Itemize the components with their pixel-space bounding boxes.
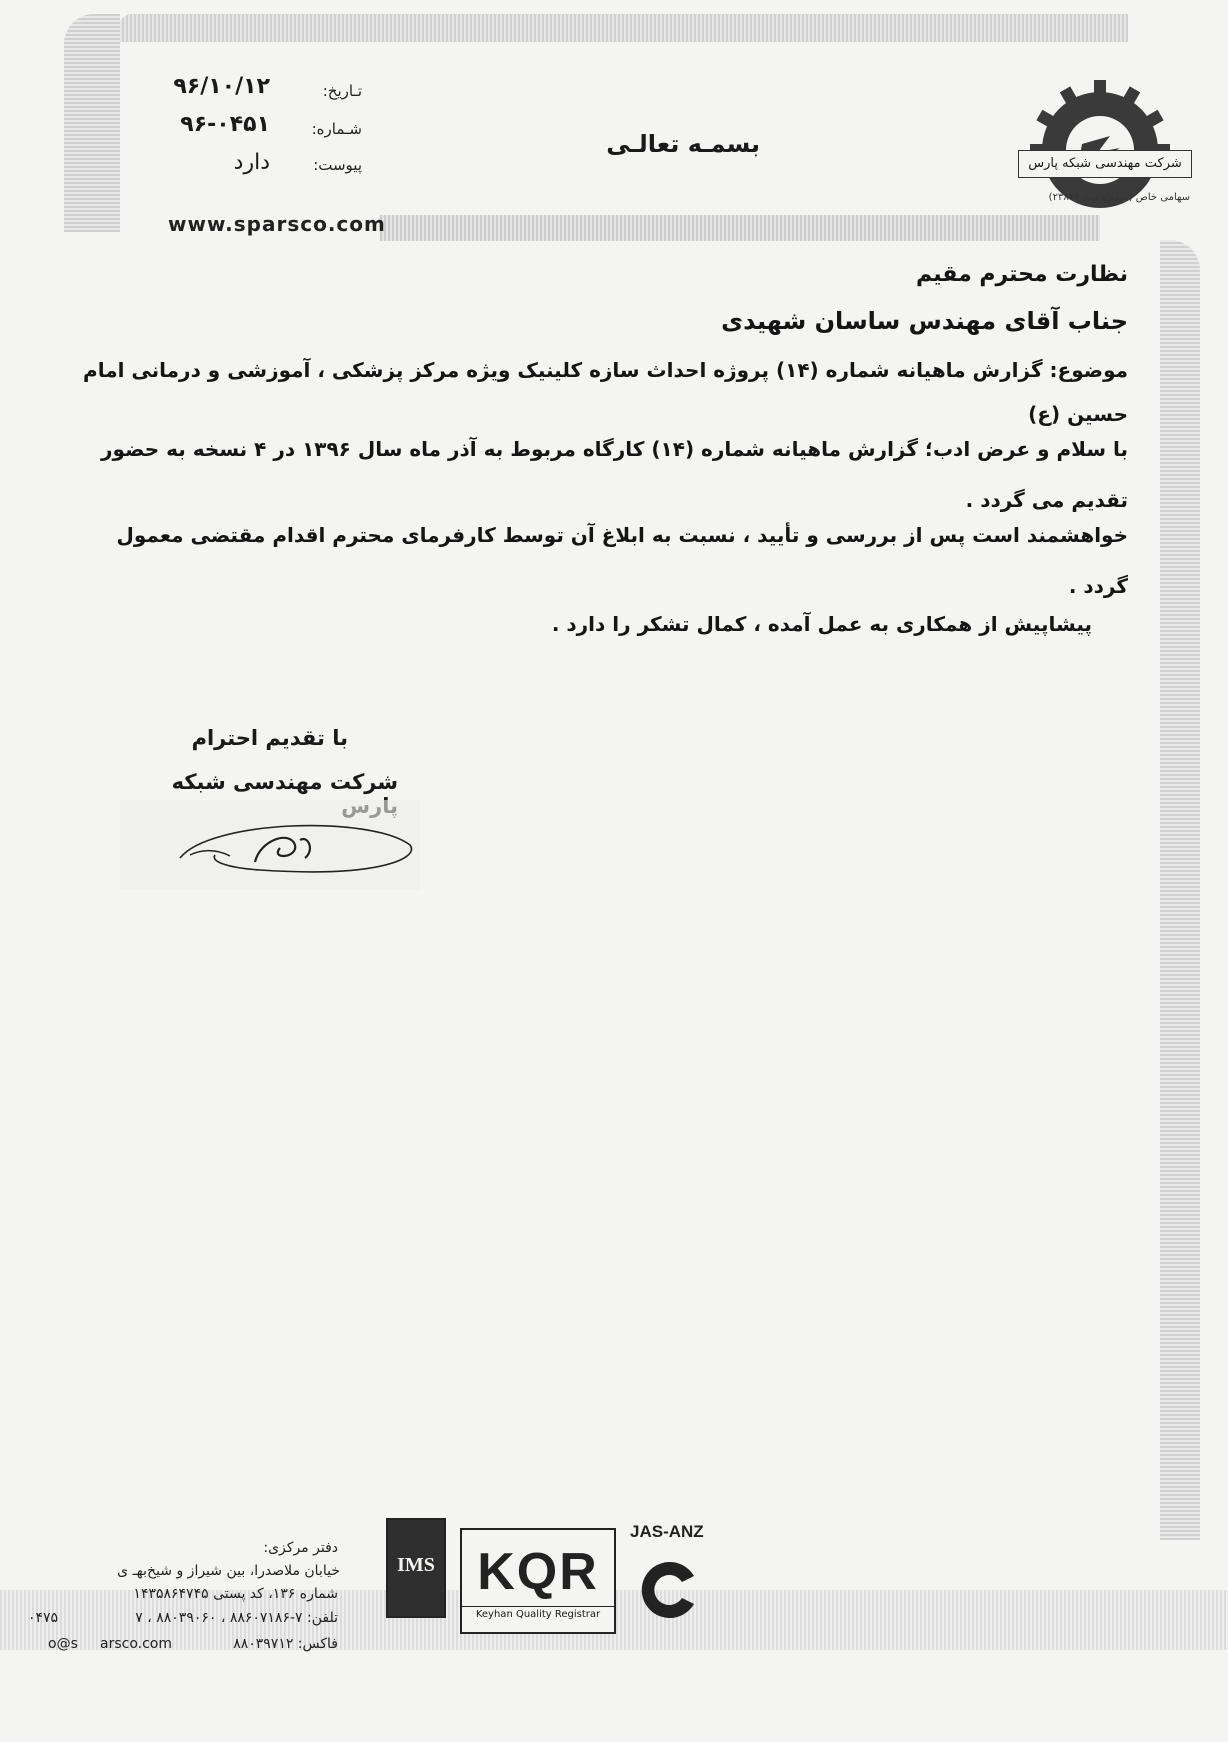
attachment-label: پیوست: — [313, 156, 362, 174]
office-label: دفتر مرکزی: — [263, 1540, 338, 1556]
paragraph-2-line-1: خواهشمند است پس از بررسی و تأیید ، نسبت به ابلاغ آن توسط کارفرمای محترم اقدام مقتضی معمول — [116, 523, 1128, 547]
letterhead-mid-band — [380, 215, 1100, 241]
subject-line-1: موضوع: گزارش ماهیانه شماره (۱۴) پروژه احداث سازه کلینیک ویژه مرکز پزشکی ، آموزشی و درمانی امام — [83, 358, 1128, 382]
date-label: تـاریخ: — [322, 82, 362, 100]
email-fragment: o@s — [48, 1636, 78, 1652]
kqr-cert-logo — [460, 1528, 616, 1634]
closing-regards: با تقدیم احترام — [191, 726, 348, 750]
basmala-heading: بسمـه تعالـی — [606, 130, 760, 158]
company-gear-logo-icon — [1010, 60, 1190, 210]
paragraph-1-line-1: با سلام و عرض ادب؛ گزارش ماهیانه شماره (۱۴) کارگاه مربوط به آذر ماه سال ۱۳۹۶ در ۴ نسخه به حضور — [101, 437, 1128, 461]
subject-line-2: حسین (ع) — [1028, 402, 1128, 426]
closing-company: شرکت مهندسی شبکه — [171, 770, 398, 794]
letterhead-right-band — [1160, 240, 1200, 1540]
recipient-line-1: نظارت محترم مقیم — [916, 262, 1128, 287]
number-value: ۹۶-۰۴۵۱ — [180, 112, 270, 137]
company-logo-caption: شرکت مهندسی شبکه پارس — [1018, 150, 1192, 178]
paragraph-2-line-2: گردد . — [1068, 574, 1128, 598]
address-line-2: شماره ۱۳۶، کد پستی ۱۴۳۵۸۶۴۷۴۵ — [133, 1586, 338, 1602]
phone-line: تلفن: ۷-۸۸۶۰۷۱۸۶ ، ۸۸۰۳۹۰۶۰ ، ۷ — [135, 1610, 338, 1626]
paragraph-3: پیشاپیش از همکاری به عمل آمده ، کمال تشکر را دارد . — [551, 612, 1092, 636]
jas-anz-logo-icon — [636, 1556, 704, 1624]
date-value: ۹۶/۱۰/۱۲ — [173, 74, 270, 99]
letterhead-top-band — [118, 14, 1128, 42]
jas-anz-label: JAS-ANZ — [630, 1522, 704, 1541]
kqr-cert-caption: Keyhan Quality Registrar — [462, 1606, 614, 1620]
recipient-line-2: جناب آقای مهندس ساسان شهیدی — [721, 307, 1128, 335]
letterhead-left-band — [64, 14, 120, 232]
address-line-1: خیابان ملاصدرا، بین شیراز و شیخ‌بهـ ی — [117, 1563, 340, 1579]
kqr-cert-text: KQR — [477, 1543, 599, 1601]
ims-cert-text: IMS — [397, 1554, 435, 1576]
paragraph-1-line-2: تقدیم می گردد . — [965, 488, 1128, 512]
signature-icon — [120, 800, 420, 890]
fax-line: فاکس: ۸۸۰۳۹۷۱۲ — [233, 1636, 338, 1652]
web-fragment: arsco.com — [100, 1636, 172, 1652]
attachment-value: دارد — [233, 150, 270, 175]
number-label: شـماره: — [311, 120, 362, 138]
phone-fragment: ۰۴۷۵ — [28, 1610, 59, 1626]
company-registration: سهامی خاص (شماره ثبت ۲۳۸۷۶) — [1048, 192, 1190, 203]
ims-cert-logo — [386, 1518, 446, 1618]
website-url: www.sparsco.com — [168, 212, 386, 236]
